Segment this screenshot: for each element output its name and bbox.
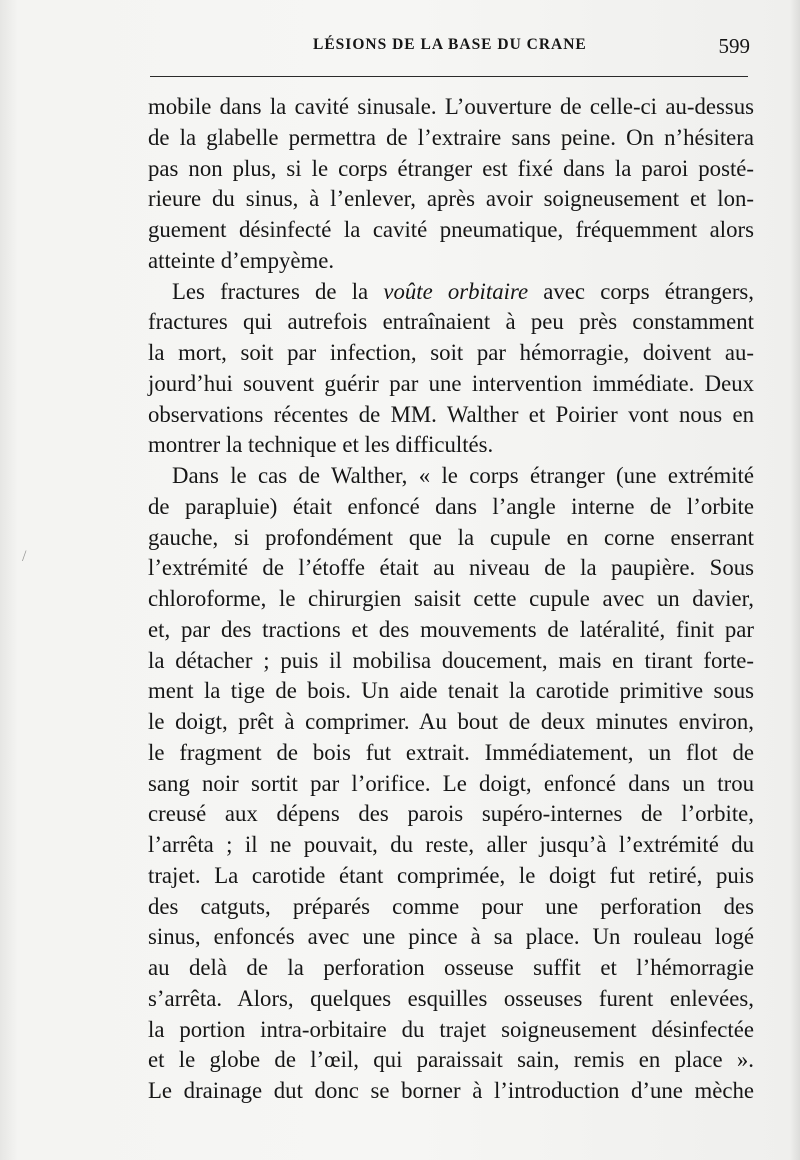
header-rule bbox=[150, 76, 748, 77]
text-line: sang noir sortit par l’orifice. Le doigt, enfoncé dans un trou bbox=[148, 770, 754, 796]
text-line: le doigt, prêt à comprimer. Au bout de deux minutes environ, bbox=[148, 709, 754, 734]
text-line: ment la tige de bois. Un aide tenait la carotide primitive sous bbox=[148, 678, 754, 704]
text-line bbox=[172, 276, 754, 307]
text-line: trajet. La carotide étant comprimée, le doigt fut retiré, puis bbox=[148, 862, 754, 888]
text-line: chloroforme, le chirurgien saisit cette cupule avec un davier, bbox=[148, 586, 754, 611]
text-line: et le globe de l’œil, qui paraissait sain, remis en place ». bbox=[148, 1047, 754, 1073]
text-line: la portion intra-orbitaire du trajet soigneusement désinfectée bbox=[148, 1016, 754, 1042]
text-line: l’arrêta ; il ne pouvait, du reste, aller jusqu’à l’extrémité du bbox=[148, 832, 754, 857]
text-line: l’extrémité de l’étoffe était au niveau de la paupière. Sous bbox=[148, 555, 754, 581]
text-line: montrer la technique et les difficultés. bbox=[148, 432, 494, 458]
text-line: s’arrêta. Alors, quelques esquilles osseuses furent enlevées, bbox=[148, 985, 754, 1011]
text-line: la détacher ; puis il mobilisa doucement, mais en tirant forte- bbox=[148, 647, 754, 673]
text-line: atteinte d’empyème. bbox=[148, 247, 335, 273]
text-line: le fragment de bois fut extrait. Immédiatement, un flot de bbox=[148, 739, 754, 765]
text-line: pas non plus, si le corps étranger est fixé dans la paroi posté- bbox=[148, 155, 754, 181]
text-span: avec corps étrangers, bbox=[528, 278, 754, 304]
text-span: Les fractures de la bbox=[172, 278, 384, 304]
text-line: mobile dans la cavité sinusale. L’ouverture de celle-ci au-dessus bbox=[148, 94, 754, 119]
text-line: rieure du sinus, à l’enlever, après avoir soigneusement et lon- bbox=[148, 186, 754, 212]
text-line: et, par des tractions et des mouvements de latéralité, finit par bbox=[148, 616, 754, 642]
text-line: jourd’hui souvent guérir par une intervention immédiate. Deux bbox=[148, 370, 754, 396]
running-title: LÉSIONS DE LA BASE DU CRANE bbox=[313, 36, 587, 53]
text-line: de parapluie) était enfoncé dans l’angle interne de l’orbite bbox=[148, 493, 754, 519]
text-line: Dans le cas de Walther, « le corps étranger (une extrémité bbox=[172, 463, 754, 488]
italic-term: voûte orbitaire bbox=[383, 278, 529, 304]
running-head bbox=[150, 34, 752, 62]
text-line: au delà de la perforation osseuse suffit et l’hémorragie bbox=[148, 955, 754, 980]
margin-mark: / bbox=[22, 548, 27, 565]
text-line: de la glabelle permettra de l’extraire sans peine. On n’hésitera bbox=[148, 124, 754, 150]
page-number: 599 bbox=[718, 34, 750, 58]
text-line: fractures qui autrefois entraînaient à peu près constamment bbox=[148, 309, 754, 335]
text-line: sinus, enfoncés avec une pince à sa place. Un rouleau logé bbox=[148, 924, 754, 950]
text-line: Le drainage dut donc se borner à l’introduction d’une mèche bbox=[148, 1078, 754, 1103]
text-line: observations récentes de MM. Walther et Poirier vont nous en bbox=[148, 401, 754, 427]
text-line: guement désinfecté la cavité pneumatique, fréquemment alors bbox=[148, 217, 754, 242]
text-line: des catguts, préparés comme pour une perforation des bbox=[148, 893, 754, 919]
text-line: gauche, si profondément que la cupule en corne enserrant bbox=[148, 524, 754, 550]
text-line: la mort, soit par infection, soit par hémorragie, doivent au- bbox=[148, 340, 754, 365]
text-line: creusé aux dépens des parois supéro-internes de l’orbite, bbox=[148, 801, 754, 827]
